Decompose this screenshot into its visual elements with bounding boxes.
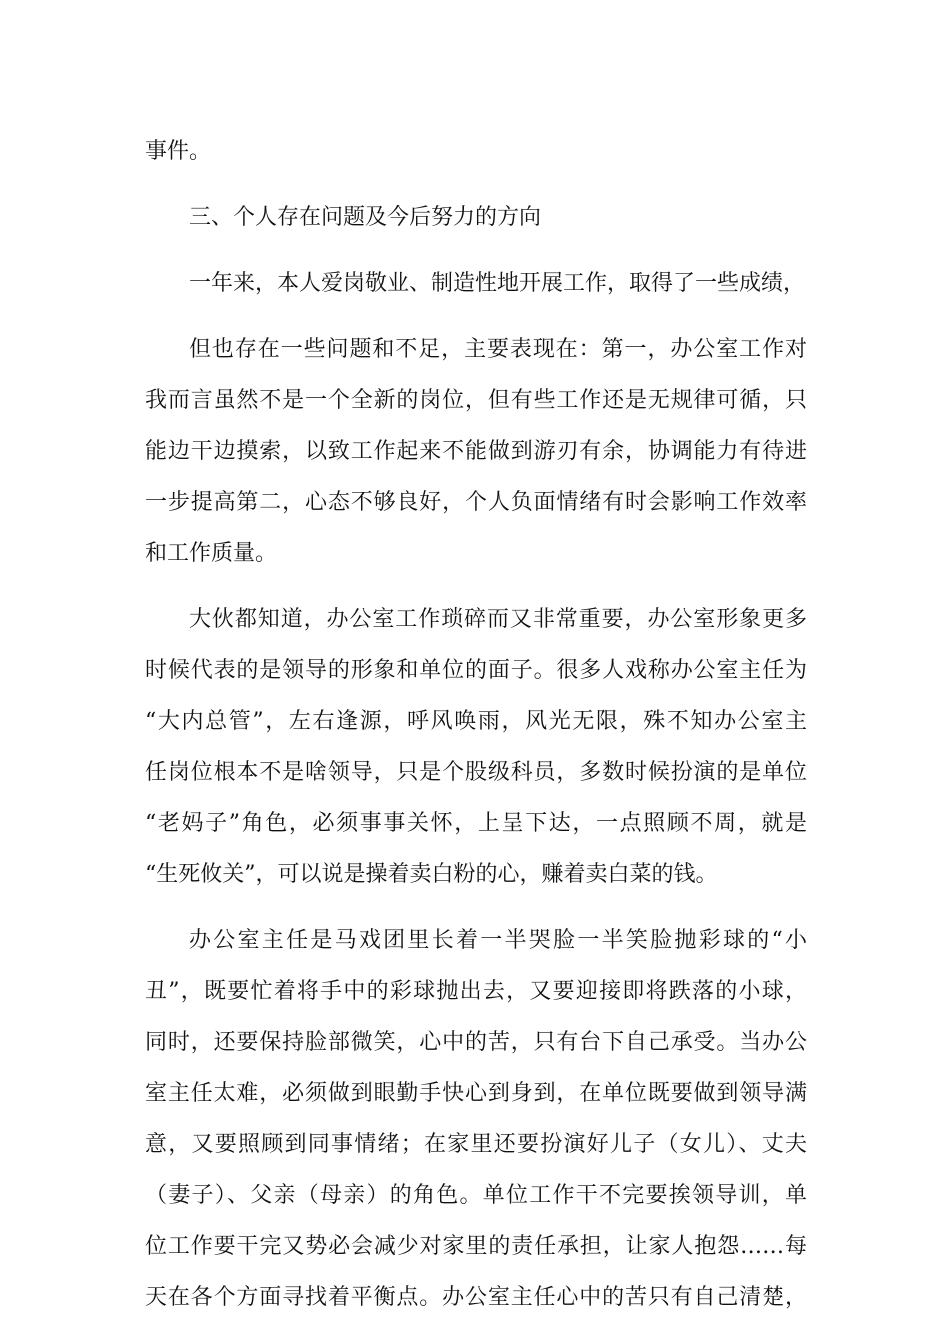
- text-line: 位工作要干完又势必会减少对家里的责任承担，让家人抱怨……每: [145, 1234, 807, 1259]
- section-heading: [145, 194, 807, 245]
- document-body: [145, 128, 807, 1325]
- text-line: 办公室主任是马戏团里长着一半哭脸一半笑脸抛彩球的“小: [189, 928, 807, 953]
- text-line: 大伙都知道，办公室工作琐碎而又非常重要，办公室形象更多: [189, 607, 807, 632]
- paragraph-5: [145, 596, 807, 902]
- paragraph-6: [145, 917, 807, 1325]
- text-line: 室主任太难，必须做到眼勤手快心到身到，在单位既要做到领导满: [145, 1081, 807, 1106]
- text-line: 我而言虽然不是一个全新的岗位，但有些工作还是无规律可循，只: [145, 388, 807, 413]
- paragraph-4: [145, 326, 807, 581]
- paragraph-1: [145, 128, 807, 179]
- text-line: 一步提高第二，心态不够良好，个人负面情绪有时会影响工作效率: [145, 490, 807, 515]
- text-line: “老妈子”角色，必须事事关怀，上呈下达，一点照顾不周，就是: [145, 811, 807, 836]
- text-line: 同时，还要保持脸部微笑，心中的苦，只有台下自己承受。当办公: [145, 1030, 807, 1055]
- text-line: “生死攸关”，可以说是操着卖白粉的心，赚着卖白菜的钱。: [145, 862, 718, 887]
- text-line: 意，又要照顾到同事情绪；在家里还要扮演好儿子（女儿）、丈夫: [145, 1132, 807, 1157]
- text-line: 和工作质量。: [145, 541, 278, 566]
- paragraph-3: [145, 260, 807, 311]
- text-line: “大内总管”，左右逢源，呼风唤雨，风光无限，殊不知办公室主: [145, 709, 807, 734]
- text-line: 天在各个方面寻找着平衡点。办公室主任心中的苦只有自己清楚，: [145, 1285, 807, 1310]
- text-line: 能边干边摸索，以致工作起来不能做到游刃有余，协调能力有待进: [145, 439, 807, 464]
- text-line: 丑”，既要忙着将手中的彩球抛出去，又要迎接即将跌落的小球，: [145, 979, 807, 1004]
- heading-line: 三、个人存在问题及今后努力的方向: [189, 205, 542, 230]
- text-line: 任岗位根本不是啥领导，只是个股级科员，多数时候扮演的是单位: [145, 760, 807, 785]
- text-line: 但也存在一些问题和不足，主要表现在：第一，办公室工作对: [189, 337, 807, 362]
- text-line: （妻子）、父亲（母亲）的角色。单位工作干不完要挨领导训，单: [145, 1183, 807, 1208]
- text-line: 事件。: [145, 139, 212, 164]
- text-line: 一年来，本人爱岗敬业、制造性地开展工作，取得了一些成绩，: [189, 271, 806, 296]
- text-line: 时候代表的是领导的形象和单位的面子。很多人戏称办公室主任为: [145, 658, 807, 683]
